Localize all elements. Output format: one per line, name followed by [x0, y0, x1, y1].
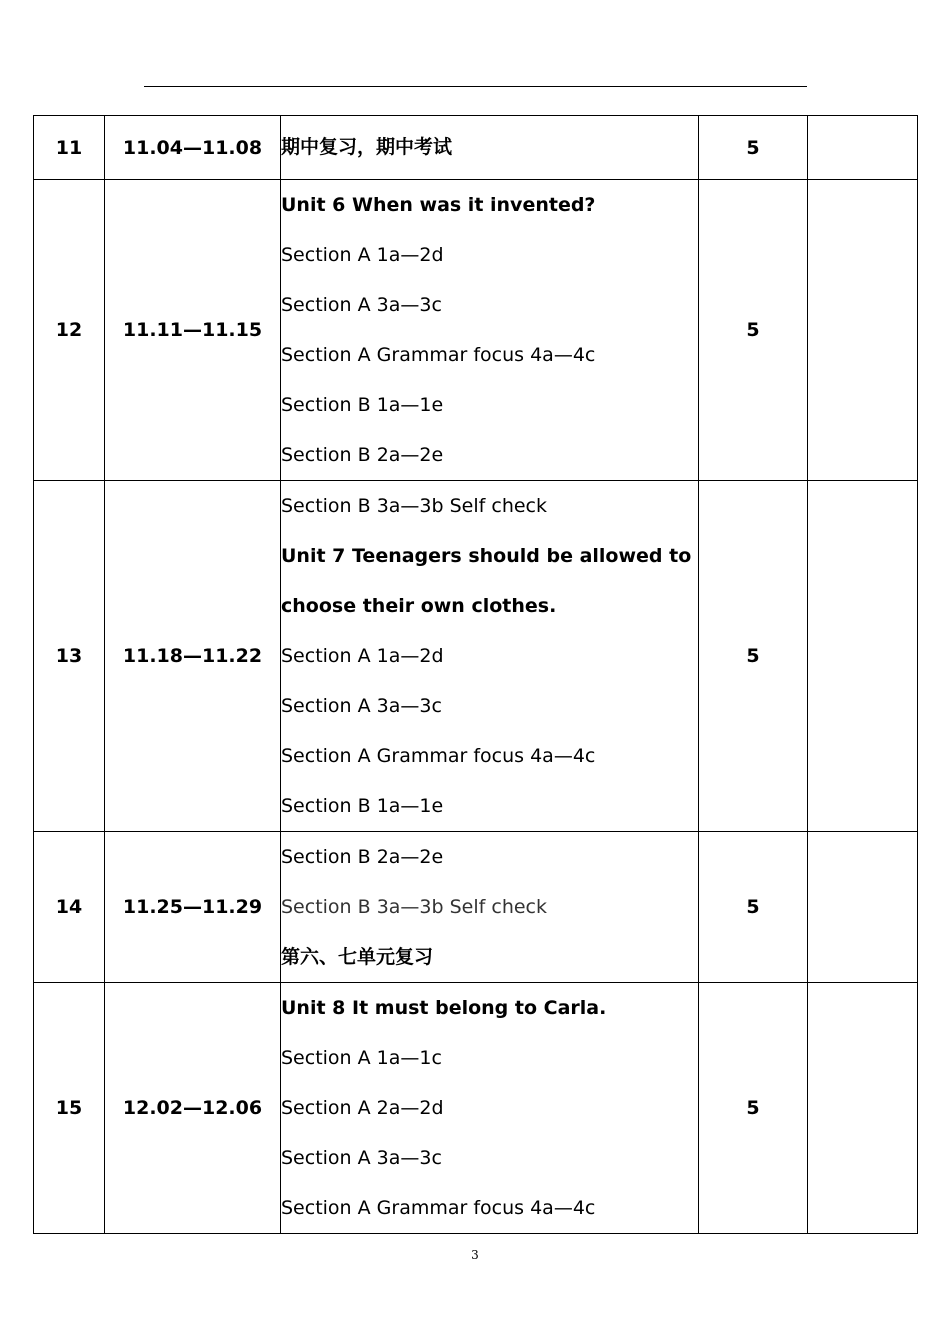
week-cell	[34, 180, 105, 481]
date-range: 11.11—11.15	[105, 180, 281, 481]
content-line: Section B 2a—2e	[281, 444, 444, 466]
note-cell	[808, 481, 918, 832]
table-row	[34, 116, 918, 180]
date-range: 11.04—11.08	[105, 116, 281, 180]
schedule-table	[33, 115, 918, 1234]
content-line: Section A Grammar focus 4a—4c	[281, 344, 596, 366]
content-cell	[281, 481, 699, 832]
unit-title: Unit 8 It must belong to Carla.	[281, 997, 607, 1019]
content-line: Section A 1a—1c	[281, 1047, 442, 1069]
hours-cell: 5	[699, 180, 808, 481]
content-cell	[281, 832, 699, 983]
content-line: Section B 3a—3b Self check	[281, 495, 548, 517]
week-number: 12	[55, 319, 83, 341]
week-number: 14	[55, 896, 83, 918]
week-number: 15	[55, 1097, 83, 1119]
table-row	[34, 832, 918, 983]
content-line: Section B 2a—2e	[281, 846, 444, 868]
page-number: 3	[471, 1248, 479, 1262]
week-cell	[34, 481, 105, 832]
content-line: Section A 3a—3c	[281, 1147, 442, 1169]
hours-cell: 5	[699, 832, 808, 983]
table-row	[34, 180, 918, 481]
hours-cell: 5	[699, 983, 808, 1234]
content-cell	[281, 116, 699, 180]
table-row	[34, 481, 918, 832]
header-rule	[144, 86, 807, 87]
note-cell	[808, 832, 918, 983]
content-line: Section A 3a—3c	[281, 695, 442, 717]
content-line: Section B 3a—3b Self check	[281, 896, 548, 918]
content-line: Section A Grammar focus 4a—4c	[281, 1197, 596, 1219]
date-range: 11.25—11.29	[105, 832, 281, 983]
hours-cell: 5	[699, 116, 808, 180]
content-line: 期中复习，期中考试	[281, 136, 453, 158]
content-line: Section A 1a—2d	[281, 244, 444, 266]
unit-title: choose their own clothes.	[281, 595, 557, 617]
week-number: 13	[55, 645, 83, 667]
review-line: 第六、七单元复习	[281, 946, 434, 968]
content-line: Section A Grammar focus 4a—4c	[281, 745, 596, 767]
content-cell	[281, 180, 699, 481]
note-cell	[808, 983, 918, 1234]
table-row	[34, 983, 918, 1234]
week-cell	[34, 832, 105, 983]
week-cell	[34, 983, 105, 1234]
content-line: Section B 1a—1e	[281, 795, 444, 817]
content-line: Section B 1a—1e	[281, 394, 444, 416]
note-cell	[808, 116, 918, 180]
date-range: 11.18—11.22	[105, 481, 281, 832]
content-line: Section A 3a—3c	[281, 294, 442, 316]
week-number: 11	[55, 136, 83, 159]
content-cell	[281, 983, 699, 1234]
unit-title: Unit 7 Teenagers should be allowed to	[281, 545, 692, 567]
content-line: Section A 2a—2d	[281, 1097, 444, 1119]
content-line: Section A 1a—2d	[281, 645, 444, 667]
unit-title: Unit 6 When was it invented?	[281, 194, 596, 216]
hours-cell: 5	[699, 481, 808, 832]
date-range: 12.02—12.06	[105, 983, 281, 1234]
week-cell	[34, 116, 105, 180]
note-cell	[808, 180, 918, 481]
